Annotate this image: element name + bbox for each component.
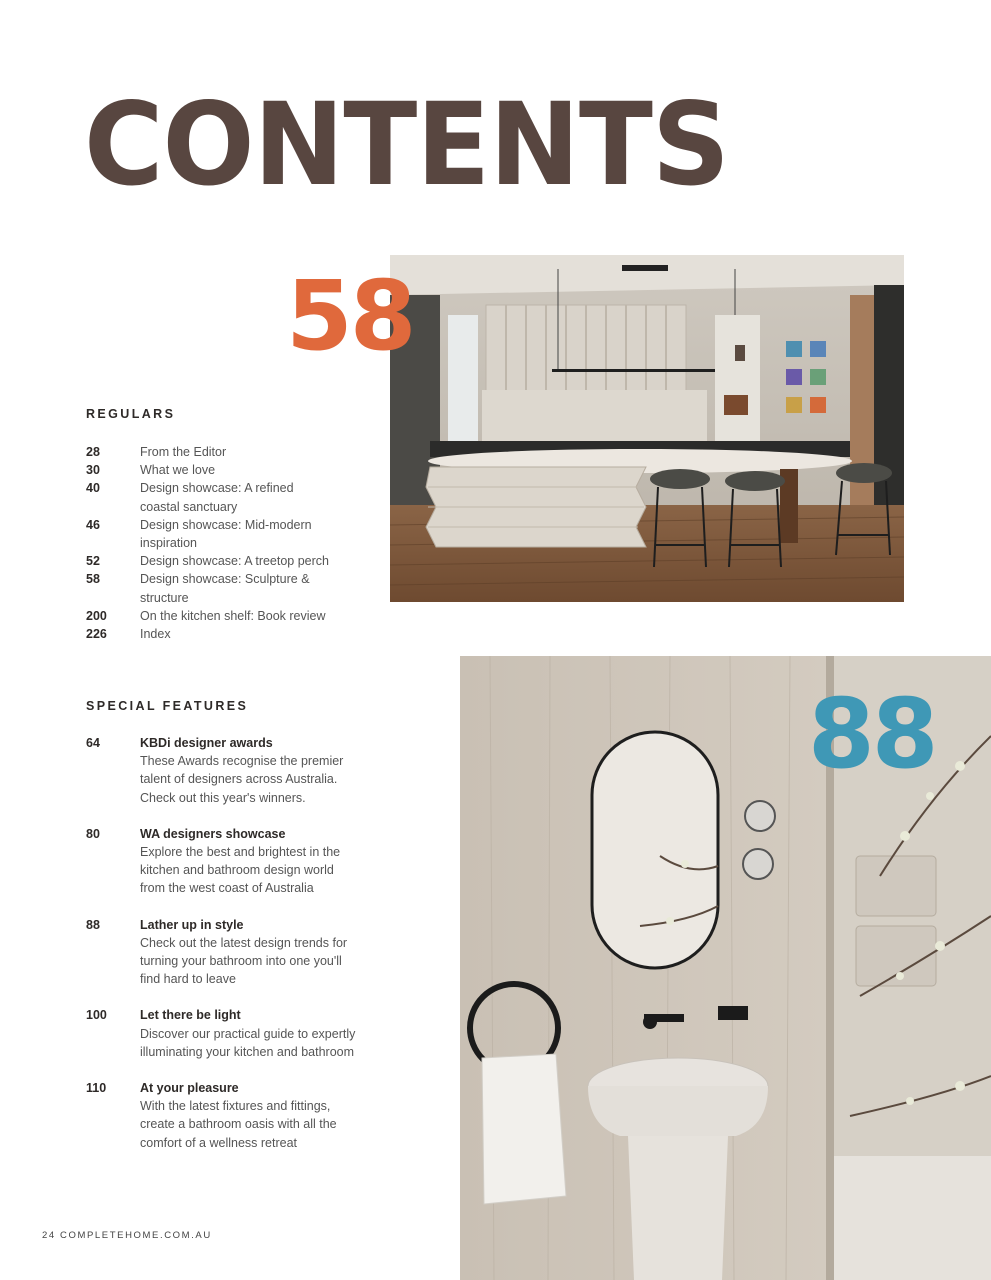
feature-number-58: 58: [286, 260, 414, 372]
page-number: 30: [86, 463, 100, 478]
list-item[interactable]: [86, 734, 361, 807]
page-number: 40: [86, 481, 100, 496]
page-number: 88: [86, 917, 100, 932]
list-item[interactable]: [86, 625, 356, 643]
page-number: 226: [86, 627, 107, 642]
feature-description: These Awards recognise the premier talent of designers across Australia. Check out this year's winners.: [140, 754, 344, 805]
list-item[interactable]: [86, 1006, 361, 1061]
special-features-heading: SPECIAL FEATURES: [86, 699, 249, 713]
list-item[interactable]: [86, 552, 356, 570]
page-footer: 24 COMPLETEHOME.COM.AU: [42, 1230, 212, 1241]
list-item[interactable]: [86, 607, 356, 625]
page-number: 46: [86, 517, 100, 532]
feature-number-88: 88: [808, 678, 936, 790]
regulars-list: [86, 443, 356, 643]
item-label: Design showcase: A treetop perch: [140, 554, 330, 569]
item-label: Design showcase: Mid-modern inspiration: [140, 517, 312, 551]
page-number: 58: [86, 572, 100, 587]
feature-description: Explore the best and brightest in the kitchen and bathroom design world from the west coast of Australia: [140, 845, 341, 896]
page-number: 80: [86, 826, 100, 841]
regulars-heading: REGULARS: [86, 407, 176, 421]
list-item[interactable]: [86, 443, 356, 461]
page-number: 64: [86, 736, 100, 750]
special-features-list: [86, 734, 361, 1170]
item-label: What we love: [140, 463, 216, 478]
list-item[interactable]: [86, 461, 356, 479]
feature-description: With the latest fixtures and fittings, create a bathroom oasis with all the comfort of a wellness retreat: [140, 1099, 337, 1150]
feature-title: Let there be light: [140, 1008, 241, 1023]
item-label: Design showcase: A refined coastal sanctuary: [140, 481, 294, 514]
kitchen-photo: [390, 255, 904, 602]
item-label: Design showcase: Sculpture & structure: [140, 572, 310, 605]
feature-title: KBDi designer awards: [140, 736, 273, 750]
page-title: CONTENTS: [84, 78, 729, 211]
list-item[interactable]: [86, 916, 361, 989]
feature-description: Check out the latest design trends for turning your bathroom into one you'll find hard to leave: [140, 935, 348, 987]
list-item[interactable]: [86, 570, 356, 606]
page-number: 110: [86, 1081, 107, 1096]
feature-title: WA designers showcase: [140, 826, 286, 841]
item-label: On the kitchen shelf: Book review: [140, 608, 326, 623]
list-item[interactable]: [86, 1079, 361, 1152]
page-number: 200: [86, 608, 107, 623]
page-number: 52: [86, 554, 100, 569]
list-item[interactable]: [86, 825, 361, 898]
list-item[interactable]: [86, 516, 356, 552]
page-number: 28: [86, 445, 100, 459]
list-item[interactable]: [86, 479, 356, 515]
feature-title: Lather up in style: [140, 917, 244, 932]
item-label: Index: [140, 627, 171, 642]
item-label: From the Editor: [140, 445, 227, 459]
feature-description: Discover our practical guide to expertly illuminating your kitchen and bathroom: [140, 1026, 356, 1059]
page-number: 100: [86, 1008, 107, 1023]
feature-title: At your pleasure: [140, 1081, 239, 1096]
